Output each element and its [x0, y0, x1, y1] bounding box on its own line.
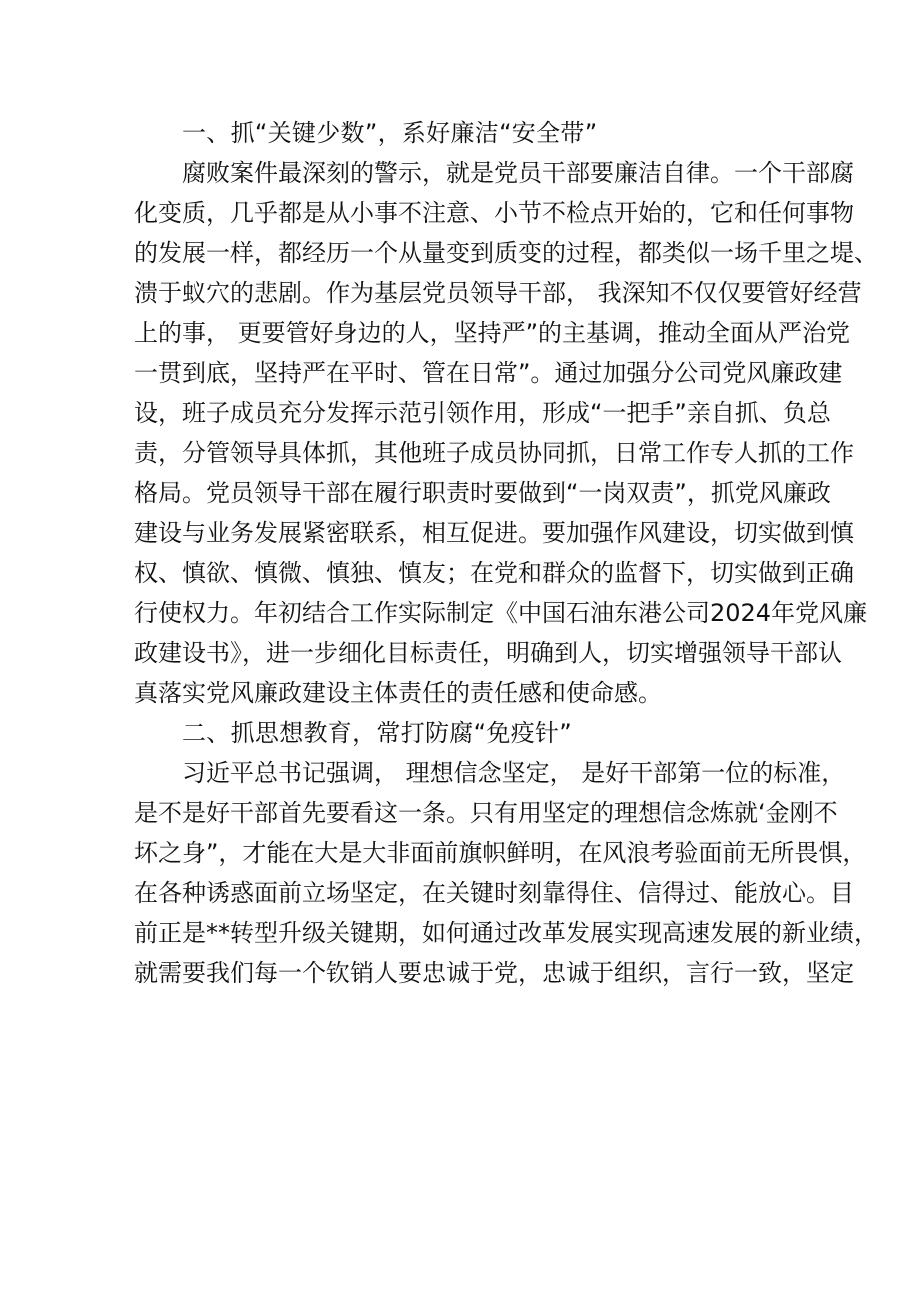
- paragraph-line: 一贯到底，坚持严在平时、管在日常”。通过加强分公司党风廉政建: [134, 359, 843, 387]
- paragraph-line: 格局。党员领导干部在履行职责时要做到“一岗双责”，抓党风廉政: [134, 479, 831, 507]
- paragraph-line: 设，班子成员充分发挥示范引领作用，形成“一把手”亲自抓、负总: [134, 399, 831, 427]
- paragraph-line: 的发展一样，都经历一个从量变到质变的过程，都类似一场千里之堤、: [134, 239, 878, 267]
- paragraph-line: 在各种诱惑面前立场坚定，在关键时刻靠得住、信得过、能放心。目: [134, 879, 854, 907]
- paragraph-line: 权、慎欲、慎微、慎独、慎友；在党和群众的监督下，切实做到正确: [134, 559, 854, 587]
- paragraph-line: 上的事， 更要管好身边的人，坚持严”的主基调，推动全面从严治党: [134, 319, 851, 347]
- document-body: [134, 113, 878, 993]
- paragraph-line: 政建设书》，进一步细化目标责任，明确到人，切实增强领导干部认: [134, 639, 842, 667]
- paragraph-line: 腐败案件最深刻的警示，就是党员干部要廉洁自律。一个干部腐: [182, 159, 854, 187]
- paragraph-line: 是不是好干部首先要看这一条。只有用坚定的理想信念炼就‘金刚不: [134, 799, 838, 827]
- paragraph-line: 前正是**转型升级关键期，如何通过改革发展实现高速发展的新业绩，: [134, 919, 878, 947]
- paragraph-line: 行使权力。年初结合工作实际制定《中国石油东港公司2024年党风廉: [134, 599, 868, 627]
- paragraph-line: 溃于蚁穴的悲剧。作为基层党员领导干部， 我深知不仅仅要管好经营: [134, 279, 862, 307]
- paragraph-line: 坏之身”，才能在大是大非面前旗帜鲜明，在风浪考验面前无所畏惧，: [134, 839, 867, 867]
- paragraph-line: 习近平总书记强调， 理想信念坚定， 是好干部第一位的标准，: [182, 759, 846, 787]
- paragraph-line: 责，分管领导具体抓，其他班子成员协同抓，日常工作专人抓的工作: [134, 439, 854, 467]
- section-1-paragraph: [134, 153, 878, 713]
- paragraph-line: 化变质，几乎都是从小事不注意、小节不检点开始的，它和任何事物: [134, 199, 854, 227]
- section-2-paragraph: [134, 753, 878, 993]
- paragraph-line: 就需要我们每一个钦销人要忠诚于党，忠诚于组织，言行一致，坚定: [134, 959, 854, 987]
- paragraph-line: 建设与业务发展紧密联系，相互促进。要加强作风建设，切实做到慎: [134, 519, 854, 547]
- section-heading-1: 一、抓“关键少数”，系好廉洁“安全带”: [182, 119, 598, 147]
- paragraph-line: 真落实党风廉政建设主体责任的责任感和使命感。: [134, 679, 662, 707]
- section-heading-2: 二、抓思想教育，常打防腐“免疫针”: [182, 719, 572, 747]
